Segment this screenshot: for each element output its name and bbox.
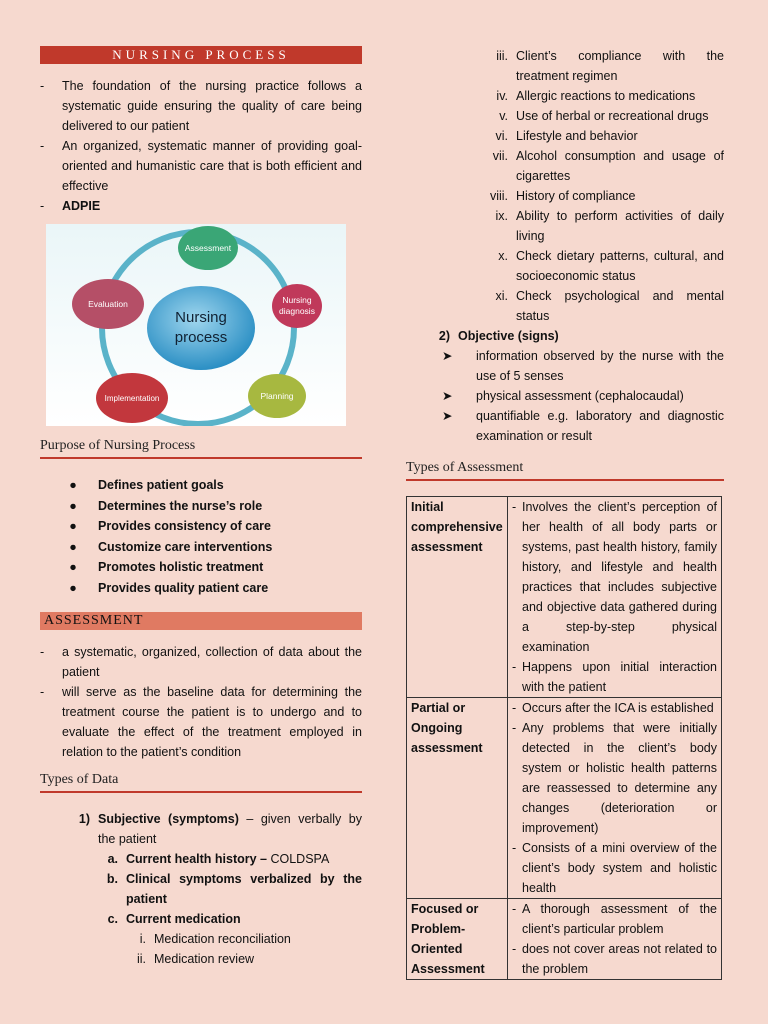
assessment-type-cell: Partial or Ongoing assessment [407,698,508,899]
right-column [406,46,724,980]
table-row [407,698,722,899]
center-label-2: process [174,329,228,346]
node-evaluation-label: Evaluation [88,299,128,309]
medication-item: xi. Check psychological and mental status [495,289,724,323]
objective-item: ➤ quantifiable e.g. laboratory and diagnostic examination or result [442,409,724,443]
medication-item: iii. Client’s compliance with the treatment regimen [496,49,724,83]
list-item: ● Promotes holistic treatment [69,560,264,574]
intro-item: - ADPIE [40,196,362,216]
assessment-item: - a systematic, organized, collection of data about the patient [40,645,362,679]
types-of-assessment-heading: Types of Assessment [406,460,724,481]
subjective-block [40,809,362,969]
types-of-data-heading: Types of Data [40,772,362,793]
assessment-description-cell: - A thorough assessment of the client’s particular problem - does not cover areas not related to the problem [508,899,722,980]
document-title: NURSING PROCESS [40,46,362,64]
objective-item: ➤ physical assessment (cephalocaudal) [442,389,684,403]
left-column [40,46,362,969]
medication-item: ii. Medication review [136,952,255,966]
list-item: ● Determines the nurse’s role [69,498,263,513]
center-label-1: Nursing [175,309,227,326]
list-item: ● Defines patient goals [69,478,224,492]
table-row [407,497,722,698]
node-assessment-label: Assessment [184,243,232,253]
purpose-list [40,475,362,598]
intro-item: - The foundation of the nursing practice follows a systematic guide ensuring the quality of care being delivered to our patient [40,76,362,136]
node-diagnosis-label-1: Nursing [282,295,312,305]
medication-item: v. Use of herbal or recreational drugs [499,109,709,123]
assessment-list [40,642,362,762]
objective-item: ➤ information observed by the nurse with the use of 5 senses [442,349,724,383]
medication-item: i. Medication reconciliation [139,932,291,946]
cycle-svg [46,224,346,426]
list-item: ● Provides quality patient care [69,580,269,595]
medication-item: viii. History of compliance [489,189,636,203]
assessment-description-cell: - Involves the client’s perception of her health of all body parts or systems, past health history, family history, and lifestyle and health practices that includes subjective and objective data gathered during a step-by-step physical examination - Happens upon initial interaction with the patient [508,497,722,698]
subjective-heading: 1) Subjective (symptoms) – given verbally by the patient [78,812,362,846]
assessment-heading: ASSESSMENT [40,612,362,630]
intro-list [40,76,362,216]
assessment-type-cell: Focused or Problem-Oriented Assessment [407,899,508,980]
intro-item: - An organized, systematic manner of providing goal-oriented and humanistic care that is both efficient and effective [40,136,362,196]
assessment-item: - will serve as the baseline data for determining the treatment course the patient is to undergo and to evaluate the effect of the treatment employed in relation to the patient’s condition [40,685,362,759]
list-item: ● Customize care interventions [69,539,273,554]
intro-text: The foundation of the nursing practice follows a systematic guide ensuring the quality of care being delivered to our patient [62,79,362,133]
assessment-description-cell: - Occurs after the ICA is established - Any problems that were initially detected in the client’s body system or holistic health patterns are reassessed to determine any changes (deterioration or improvement) - Consists of a mini overview of the client’s body system and holistic health [508,698,722,899]
subjective-item: c. Current medication [107,912,241,926]
assessment-table [406,496,722,980]
medication-list-continued [406,46,724,326]
purpose-heading: Purpose of Nursing Process [40,438,362,459]
intro-text-adpie: ADPIE [62,199,101,213]
medication-item: iv. Allergic reactions to medications [496,89,696,103]
node-planning-label: Planning [260,391,294,401]
medication-item: vi. Lifestyle and behavior [495,129,638,143]
list-item: ● Provides consistency of care [69,519,271,533]
table-row [407,899,722,980]
subjective-item: a. Current health history – COLDSPA [107,852,330,866]
nursing-process-diagram [46,224,346,426]
medication-item: ix. Ability to perform activities of daily living [495,209,724,243]
intro-text: An organized, systematic manner of providing goal-oriented and humanistic care that is both efficient and effective [62,139,362,193]
medication-item: x. Check dietary patterns, cultural, and socioeconomic status [498,249,724,283]
assessment-type-cell: Initial comprehensive assessment [407,497,508,698]
objective-heading: 2) Objective (signs) [438,329,559,343]
subjective-item: b. Clinical symptoms verbalized by the patient [106,872,362,906]
medication-item: vii. Alcohol consumption and usage of cigarettes [492,149,724,183]
center-node [147,286,255,370]
node-diagnosis-label-2: diagnosis [279,306,315,316]
objective-list [406,346,724,446]
node-implementation-label: Implementation [104,394,160,403]
